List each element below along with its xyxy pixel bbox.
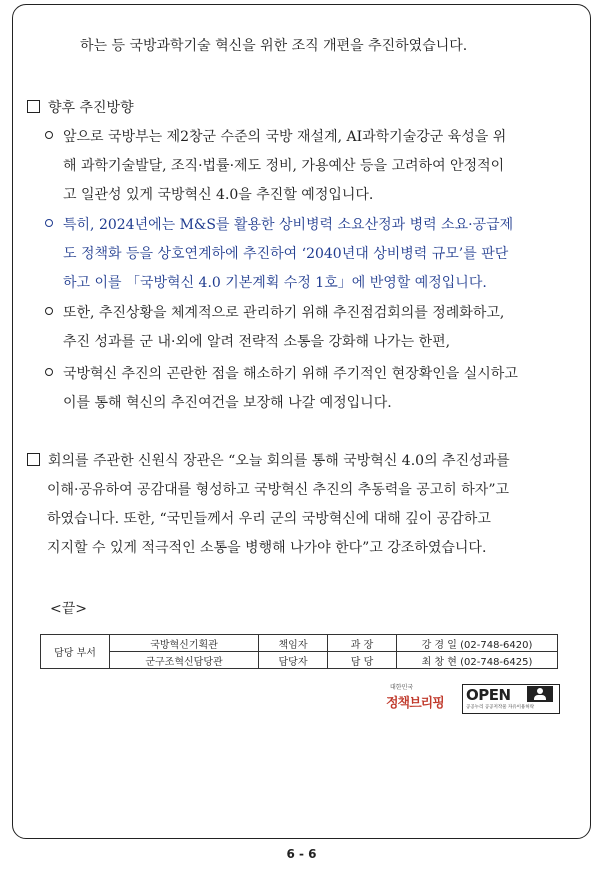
logo-small-text: 대한민국 [390, 684, 414, 691]
quote-line-cont: 하였습니다. 또한, “국민들께서 우리 군의 국방혁신에 대해 깊이 공감하고 [47, 511, 491, 527]
highlight-bullet-line-cont: 도 정책화 등을 상호연계하에 추진하여 ‘2040년대 상비병력 규모’를 판단 [63, 246, 509, 262]
square-bullet-icon [27, 453, 40, 466]
title-cell: 과 장 [328, 635, 397, 652]
dept-cell: 국방혁신기획관 [110, 635, 259, 652]
highlight-bullet-line-cont: 하고 이를 「국방혁신 4.0 기본계획 수정 1호」에 반영할 예정입니다. [63, 275, 487, 291]
circle-bullet-icon [45, 219, 53, 227]
person-icon [527, 686, 553, 702]
paragraph-line: 하는 등 국방과학기술 혁신을 위한 조직 개편을 추진하였습니다. [80, 38, 468, 54]
section-heading [27, 98, 134, 118]
quote-line [27, 451, 510, 471]
dept-label-cell: 담당 부서 [41, 635, 110, 669]
role-cell: 담당자 [259, 652, 328, 669]
bullet-text: 앞으로 국방부는 제2창군 수준의 국방 재설계, AI과학기술강군 육성을 위 [63, 129, 507, 145]
bullet-line-cont: 해 과학기술발달, 조직·법률·제도 정비, 가용예산 등을 고려하여 안정적이 [63, 158, 505, 174]
open-license-logo [462, 684, 560, 714]
person-cell: 강 경 일 (02-748-6420) [397, 635, 558, 652]
person-cell: 최 창 현 (02-748-6425) [397, 652, 558, 669]
bullet-line [45, 127, 506, 147]
bullet-text: 특히, 2024년에는 M&S를 활용한 상비병력 소요산정과 병력 소요·공급제 [63, 217, 514, 233]
bullet-line-cont: 이를 통해 혁신의 추진여건을 보장해 나갈 예정입니다. [63, 395, 392, 411]
highlight-bullet-line [45, 215, 513, 235]
contact-table [40, 634, 558, 669]
dept-cell: 군구조혁신담당관 [110, 652, 259, 669]
circle-bullet-icon [45, 368, 53, 376]
quote-line-cont: 지지할 수 있게 적극적인 소통을 병행해 나가야 한다”고 강조하였습니다. [47, 540, 487, 556]
section-heading-text: 향후 추진방향 [48, 100, 134, 116]
circle-bullet-icon [45, 307, 53, 315]
open-label: OPEN [466, 686, 511, 704]
quote-text: 회의를 주관한 신원식 장관은 “오늘 회의를 통해 국방혁신 4.0의 추진성과를 [48, 453, 510, 469]
end-mark: <끝> [50, 601, 87, 617]
open-sub-text: 공공누리 공공저작물 자유이용허락 [466, 705, 535, 710]
bullet-line-cont: 추진 성과를 군 내·외에 알려 전략적 소통을 강화해 나가는 한편, [63, 334, 451, 350]
logo-main-text: 정책브리핑 [386, 696, 444, 711]
bullet-text: 국방혁신 추진의 곤란한 점을 해소하기 위해 주기적인 현장확인을 실시하고 [63, 366, 518, 382]
title-cell: 담 당 [328, 652, 397, 669]
page-number: 6 - 6 [286, 847, 317, 861]
role-cell: 책임자 [259, 635, 328, 652]
bullet-line [45, 364, 518, 384]
square-bullet-icon [27, 100, 40, 113]
bullet-text: 또한, 추진상황을 체계적으로 관리하기 위해 추진점검회의를 정례화하고, [63, 305, 505, 321]
circle-bullet-icon [45, 131, 53, 139]
policy-briefing-logo [386, 682, 456, 716]
bullet-line-cont: 고 일관성 있게 국방혁신 4.0을 추진할 예정입니다. [63, 187, 374, 203]
quote-line-cont: 이해·공유하여 공감대를 형성하고 국방혁신 추진의 추동력을 공고히 하자”고 [47, 482, 510, 498]
bullet-line [45, 303, 504, 323]
